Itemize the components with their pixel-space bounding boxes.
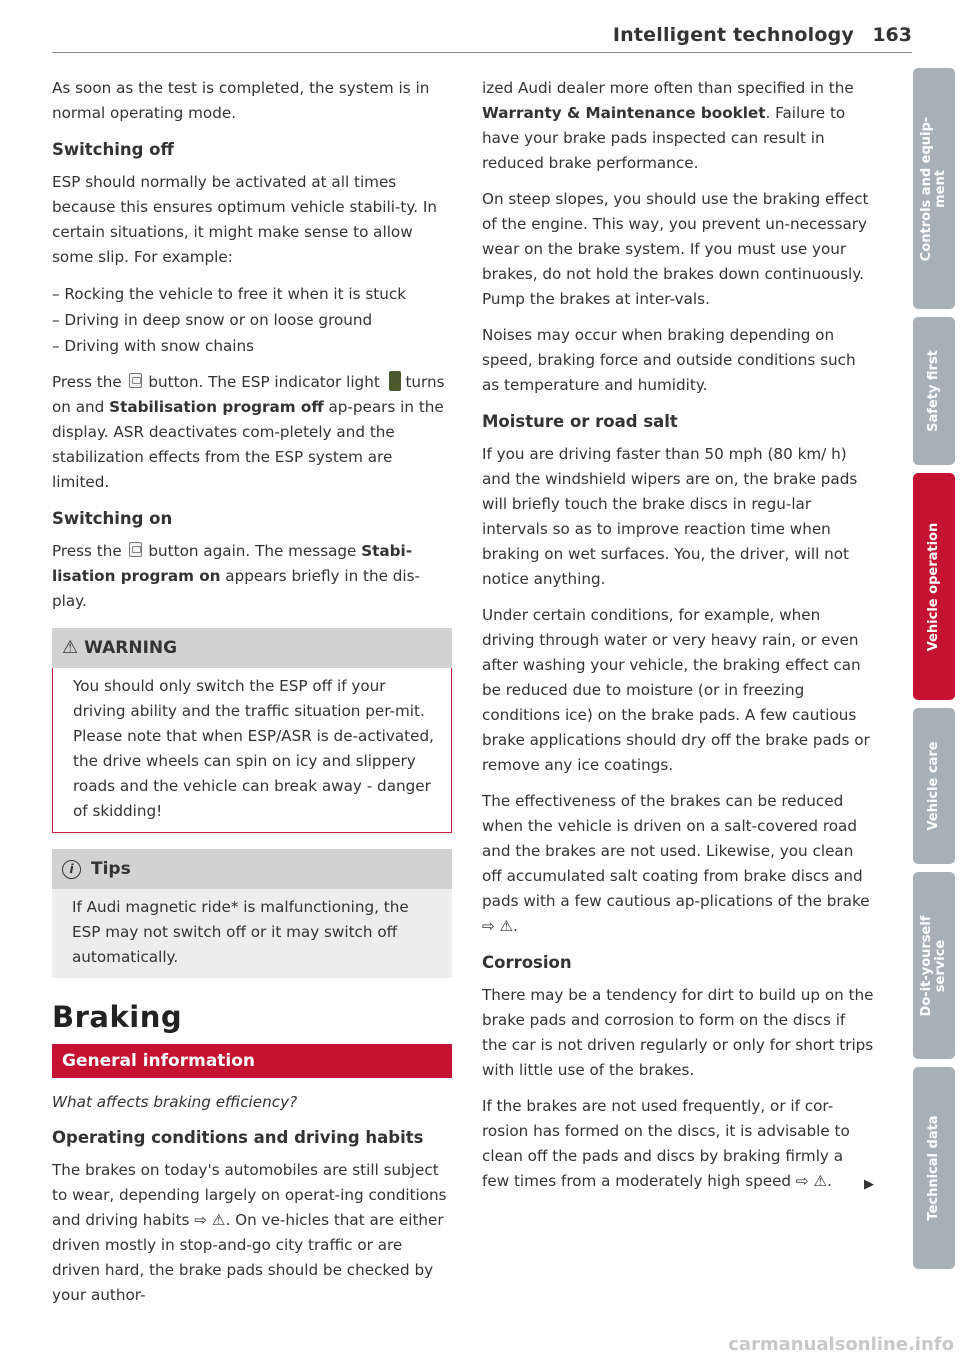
- tab-vehicle-operation[interactable]: Vehicle operation: [913, 473, 955, 700]
- esp-indicator-light-icon: [389, 371, 401, 391]
- stabilisation-on-message: Stabi-lisation program on: [52, 542, 413, 585]
- tab-technical-data[interactable]: Technical data: [913, 1067, 955, 1269]
- noises-paragraph: Noises may occur when braking depending on speed, braking force and outside conditions such as temperature and humidity.: [482, 326, 856, 394]
- intro-paragraph: As soon as the test is completed, the system is in normal operating mode.: [52, 79, 430, 122]
- continue-arrow-icon: ▶: [864, 1177, 874, 1192]
- steep-slopes-paragraph: On steep slopes, you should use the braking effect of the engine. This way, you prevent un-necessary wear on the brake system. If you must use your brakes, do not hold the brakes down continuously. Pump the brakes at inter-vals.: [482, 190, 869, 308]
- corrosion-paragraph: There may be a tendency for dirt to build up on the brake pads and corrosion to form on the discs if the car is not driven regularly or only for short trips with little use of the brakes.: [482, 986, 874, 1079]
- list-item: – Rocking the vehicle to free it when it is stuck: [52, 285, 407, 303]
- section-question: What affects braking efficiency?: [52, 1093, 298, 1111]
- heading-switching-on: Switching on: [52, 509, 173, 528]
- watermark: carmanualsonline.info: [728, 1334, 954, 1355]
- switching-off-paragraph: ESP should normally be activated at all times because this ensures optimum vehicle stabili-ty. In certain situations, it might make sense to allow some slip. For example:: [52, 173, 437, 266]
- heading-operating-conditions: Operating conditions and driving habits: [52, 1128, 424, 1147]
- tab-controls-and-equipment[interactable]: Controls and equip- ment: [913, 68, 955, 309]
- warning-box: [52, 628, 452, 833]
- clean-discs-paragraph: If the brakes are not used frequently, or if cor-rosion has formed on the discs, it is advisable to clean off the pads and discs by braking firmly a few times from a moderately high speed ⇨ ⚠. ▶: [482, 1094, 874, 1194]
- tab-vehicle-care[interactable]: Vehicle care: [913, 708, 955, 864]
- section-title: Intelligent technology: [612, 24, 854, 46]
- list-item: – Driving with snow chains: [52, 337, 255, 355]
- warranty-booklet-ref: Warranty & Maintenance booklet: [482, 104, 766, 122]
- heading-braking: Braking: [52, 1000, 183, 1034]
- heading-corrosion: Corrosion: [482, 953, 572, 972]
- warning-header: ⚠ WARNING: [52, 628, 452, 668]
- left-column: [52, 76, 452, 1319]
- dealer-paragraph: ized Audi dealer more often than specified in the Warranty & Maintenance booklet. Failure to have your brake pads inspected can result in reduced brake performance.: [482, 79, 854, 172]
- heading-moisture: Moisture or road salt: [482, 412, 678, 431]
- warning-triangle-icon: ⚠: [62, 637, 79, 658]
- tab-safety-first[interactable]: Safety first: [913, 317, 955, 465]
- page-number: 163: [872, 24, 912, 46]
- heading-switching-off: Switching off: [52, 140, 174, 159]
- switching-on-paragraph: Press the button again. The message Stabi-lisation program on appears briefly in the dis-play.: [52, 542, 421, 610]
- esp-button-icon: [129, 373, 142, 388]
- esp-button-icon: [129, 542, 142, 557]
- tips-header: i Tips: [52, 849, 452, 889]
- salt-paragraph: The effectiveness of the brakes can be reduced when the vehicle is driven on a salt-covered road and the brakes are not used. Likewise, you clean off accumulated salt coating from brake discs and pads with a few cautious ap-plications of the brake ⇨ ⚠.: [482, 792, 870, 935]
- page-header: [52, 20, 912, 53]
- tips-body: If Audi magnetic ride* is malfunctioning, the ESP may not switch off or it may switch off automatically.: [52, 889, 452, 978]
- stabilisation-off-message: Stabilisation program off: [109, 398, 324, 416]
- wipers-paragraph: If you are driving faster than 50 mph (80 km/ h) and the windshield wipers are on, the brake pads will briefly touch the brake discs in regu-lar intervals so as to improve reaction time when braking on wet surfaces. You, the driver, will not notice anything.: [482, 445, 858, 588]
- list-item: – Driving in deep snow or on loose ground: [52, 311, 373, 329]
- general-information-bar: General information: [52, 1044, 452, 1078]
- examples-list: [52, 281, 452, 359]
- warning-body: You should only switch the ESP off if your driving ability and the traffic situation per-mit. Please note that when ESP/ASR is de-activated, the drive wheels can spin on icy and slippery roads and the vehicle can break away - danger of skidding!: [52, 668, 452, 833]
- tips-box: [52, 849, 452, 978]
- info-circle-icon: i: [62, 860, 81, 879]
- tab-do-it-yourself-service[interactable]: Do-it-yourself service: [913, 872, 955, 1059]
- right-column: [482, 76, 874, 1205]
- operating-paragraph: The brakes on today's automobiles are still subject to wear, depending largely on operat-ing conditions and driving habits ⇨ ⚠. On ve-hicles that are either driven mostly in stop-and-go city traffic or are driven hard, the brake pads should be checked by your author-: [52, 1161, 447, 1304]
- press-button-paragraph: Press the button. The ESP indicator light turns on and Stabilisation program off ap-pears in the display. ASR deactivates com-pletely and the stabilization effects from the ESP system are limited.: [52, 373, 445, 491]
- moisture-paragraph: Under certain conditions, for example, when driving through water or very heavy rain, or even after washing your vehicle, the braking effect can be reduced due to moisture (or in freezing conditions ice) on the brake pads. A few cautious brake applications should dry off the brake pads or remove any ice coatings.: [482, 606, 870, 774]
